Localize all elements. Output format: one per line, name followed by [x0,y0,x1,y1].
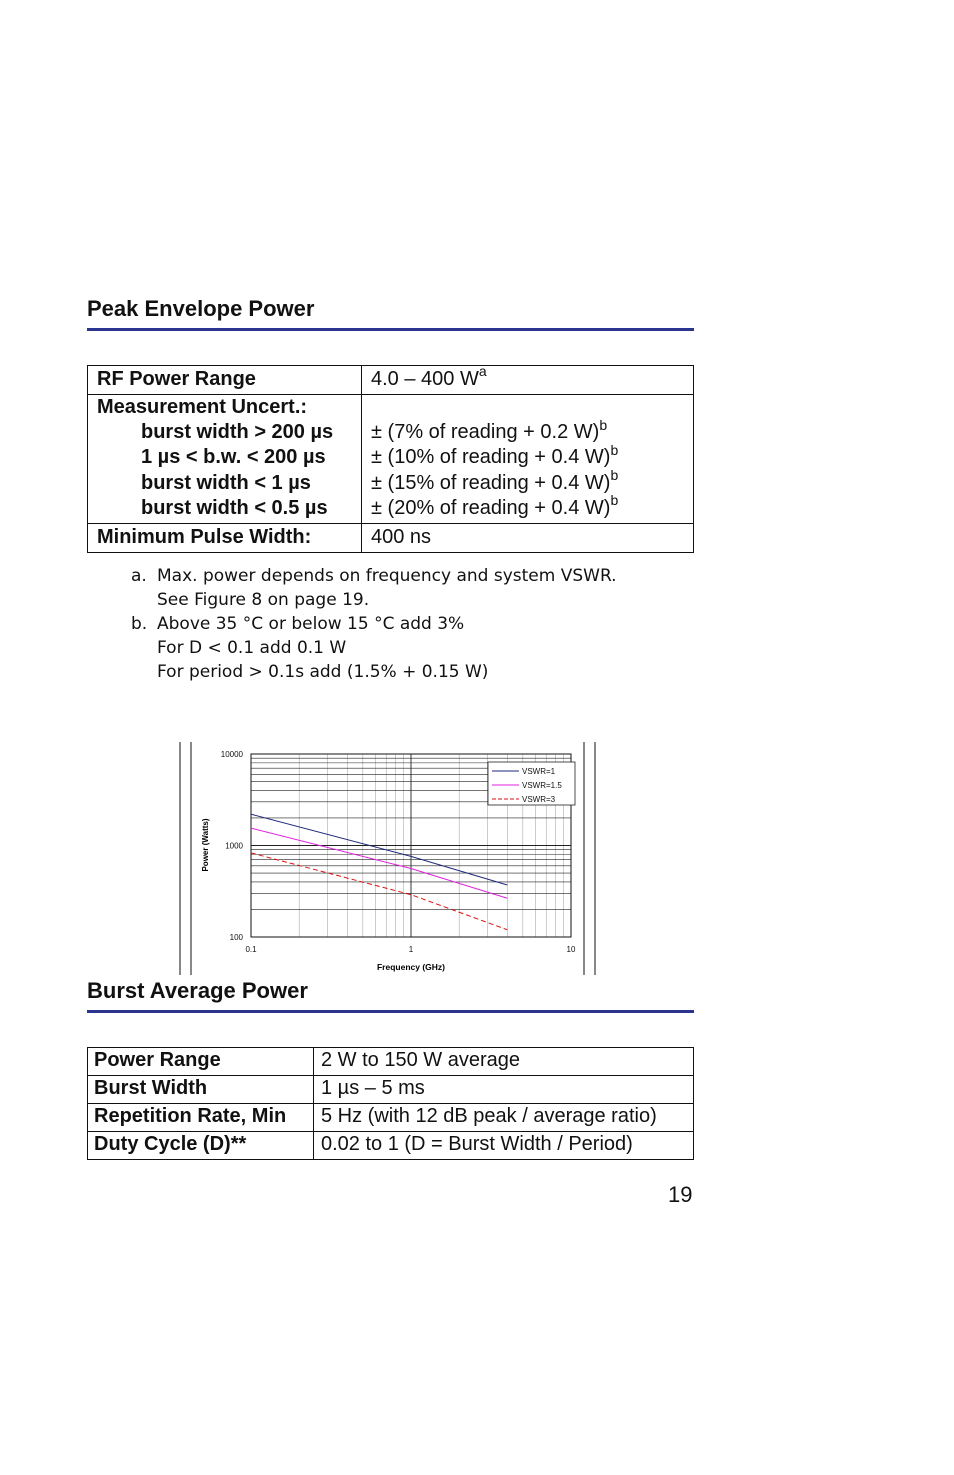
section-title-peak-envelope-power: Peak Envelope Power [87,296,694,331]
footnote-line: Max. power depends on frequency and system VSWR. [157,566,617,586]
y-tick-label: 10000 [220,750,243,759]
footnote-b [131,612,671,684]
uncert-value [371,466,684,496]
footnote-marker: b [599,416,608,433]
table-row [88,395,694,524]
uncert-value [371,492,684,521]
peak-envelope-power-table [87,365,694,553]
power-range-label: Power Range [88,1048,314,1076]
footnote-line: For period > 0.1s add (1.5% + 0.15 W) [157,662,489,682]
min-pulse-width-value: 400 ns [362,524,694,553]
footnotes [131,564,671,684]
footnote-marker: b [610,466,619,483]
legend-label: VSWR=1 [522,767,556,776]
sub-label: burst width < 1 µs [141,471,311,494]
footnote-letter: a. [131,566,147,586]
measurement-uncert-values [362,395,694,524]
duty-cycle-label: Duty Cycle (D)** [88,1132,314,1160]
page-number: 19 [668,1182,693,1207]
x-axis-label: Frequency (GHz) [376,962,446,972]
table-row [88,1104,694,1132]
sub-label: 1 µs < b.w. < 200 µs [141,446,326,469]
footnote-letter: b. [131,614,148,634]
repetition-rate-label: Repetition Rate, Min [88,1104,314,1132]
chart-series [251,814,507,930]
min-pulse-width-label: Minimum Pulse Width: [88,524,362,553]
x-tick-label: 1 [408,945,414,954]
table-row [88,1048,694,1076]
table-row [88,1076,694,1104]
uncert-value [371,416,684,445]
y-axis-label: Power (Watts) [201,818,210,872]
footnote-a [131,564,671,612]
series-line-vswr-1-5 [251,828,507,898]
y-tick-label: 100 [229,933,243,942]
burst-width-label: Burst Width [88,1076,314,1104]
measurement-uncert-labels [88,395,362,524]
rf-power-range-value [362,363,694,395]
footnote-marker: b [610,441,619,458]
y-tick-labels [221,750,244,942]
value-text: 4.0 – 400 W [371,368,479,390]
y-tick-label: 1000 [225,841,243,851]
power-vs-frequency-chart [175,738,600,978]
footnote-marker: b [610,492,619,509]
sub-label: burst width > 200 µs [141,421,334,444]
burst-width-value: 1 µs – 5 ms [314,1076,694,1104]
value-text: ± (7% of reading + 0.2 W) [371,421,600,444]
repetition-rate-value: 5 Hz (with 12 dB peak / average ratio) [314,1104,694,1132]
value-text: ± (10% of reading + 0.4 W) [371,446,611,469]
x-tick-label: 10 [566,945,576,954]
value-text: ± (15% of reading + 0.4 W) [371,471,611,494]
x-tick-label: 0.1 [245,945,257,954]
burst-average-power-table [87,1047,694,1160]
chart-legend [488,762,575,805]
legend-label: VSWR=1.5 [522,781,562,790]
measurement-uncert-label: Measurement Uncert.: [97,396,308,418]
footnote-marker: a [478,363,487,380]
value-text: ± (20% of reading + 0.4 W) [371,496,611,519]
footnote-line: For D < 0.1 add 0.1 W [157,638,347,658]
table-row [88,366,694,395]
footnote-line: Above 35 °C or below 15 °C add 3% [157,614,465,634]
footnote-line: See Figure 8 on page 19. [157,590,370,610]
sub-label: burst width < 0.5 µs [141,496,328,519]
table-row [88,524,694,553]
duty-cycle-value: 0.02 to 1 (D = Burst Width / Period) [314,1132,694,1160]
series-line-vswr-3 [251,853,507,930]
uncert-value [371,441,684,470]
rf-power-range-label: RF Power Range [88,366,362,395]
x-tick-labels [245,945,576,954]
table-row [88,1132,694,1160]
legend-label: VSWR=3 [522,795,556,804]
section-title-burst-average-power: Burst Average Power [87,978,694,1013]
power-range-value: 2 W to 150 W average [314,1048,694,1076]
